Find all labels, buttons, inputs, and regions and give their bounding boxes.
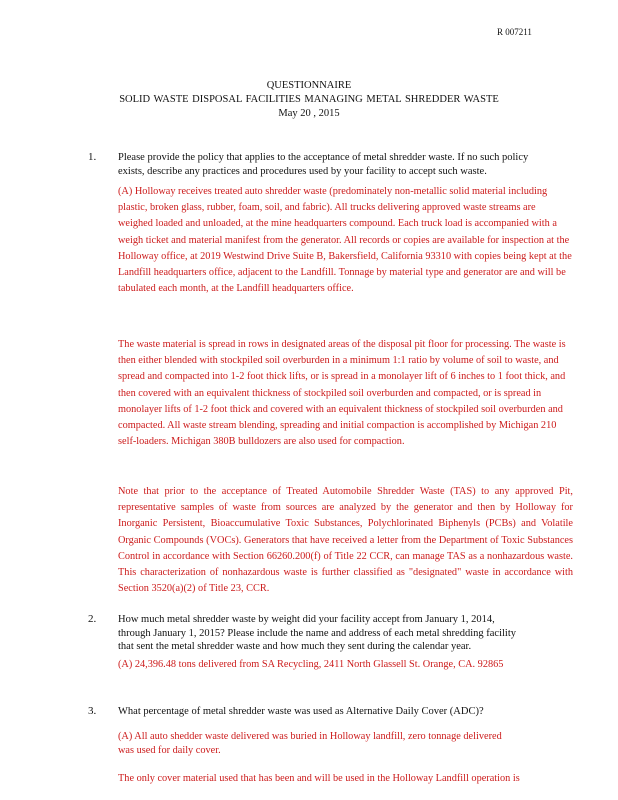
question-number-1: 1. <box>88 151 97 163</box>
question-1-answer-paragraph-2 <box>118 337 573 450</box>
question-2-line: How much metal shredder waste by weight did your facility accept from January 1, 2014, <box>118 614 495 625</box>
question-1-answer-paragraph-1 <box>118 184 573 297</box>
answer-text: (A) 24,396.48 tons delivered from SA Recycling, 2411 North Glassell St. Orange, CA. 92865 <box>118 659 504 670</box>
question-3-answer-continued <box>118 771 573 787</box>
question-2-line: through January 1, 2015? Please include the name and address of each metal shredding facility <box>118 627 516 639</box>
question-2-line: that sent the metal shredder waste and how much they sent during the calendar year. <box>118 641 472 652</box>
document-title: QUESTIONNAIRE <box>266 80 352 91</box>
answer-text: The waste material is spread in rows in designated areas of the disposal pit floor for processing. The waste is then either blended with stockpiled soil overburden in a minimum 1:1 ratio by volume of soil to waste, and spread and compacted into 1-2 foot thick lifts, or is spread in a monolayer lift of 6 inches to 1 foot thick, and then covered with an equivalent thickness of stockpiled soil overburden and compacted, or is spread in monolayer lifts of 1-2 foot thick and covered with an equivalent thickness of stockpiled soil overburden and compacted. All waste stream blending, spreading and initial compaction is accomplished by Michigan 210 self-loaders. Michigan 380B bulldozers are also used for compaction. <box>118 339 566 448</box>
document-reference-number: R 007211 <box>497 27 532 37</box>
answer-text: The only cover material used that has been and will be used in the Holloway Landfill operation is <box>118 773 520 784</box>
answer-text: Note that prior to the acceptance of Treated Automobile Shredder Waste (TAS) to any approved Pit, representative samples of waste from sources are analyzed by the generator and then by Holloway for Inorganic Persistent, Bioaccumulative Toxic Substances, Polychlorinated Biphenyls (PCBs) and Volatile Organic Compounds (VOCs). Generators that have received a letter from the Department of Toxic Substances Control in accordance with Section 66260.200(f) of Title 22 CCR, can manage TAS as a nonhazardous waste. This characterization of nonhazardous waste is further classified as "designated" waste in accordance with Section 3520(a)(2) of Title 23, CCR. <box>118 486 573 595</box>
question-number-2: 2. <box>88 613 97 625</box>
question-1-text <box>118 151 528 178</box>
question-2-text <box>118 613 516 654</box>
question-1-answer-paragraph-3 <box>118 484 573 599</box>
answer-text: (A) Holloway receives treated auto shredder waste (predominately non-metallic solid material including plastic, broken glass, rubber, foam, soil, and fabric). All trucks delivering approved waste streams are weighed loaded and unloaded, at the mine headquarters compound. Each truck load is accompanied with a weigh ticket and material manifest from the generator. All records or copies are available for inspection at the Holloway office, at 2019 Westwind Drive Suite B, Bakersfield, California 93310 with copies being kept at the Landfill headquarters office, adjacent to the Landfill. Tonnage by material type and generator are and will be tabulated each month, at the Landfill headquarters office. <box>118 186 572 295</box>
question-1-line: exists, describe any practices and procedures used by your facility to accept such waste. <box>118 165 487 177</box>
question-3-text <box>118 705 484 719</box>
answer-text: (A) All auto shedder waste delivered was buried in Holloway landfill, zero tonnage delivered <box>118 731 502 742</box>
answer-text: was used for daily cover. <box>118 745 221 756</box>
question-1-line: Please provide the policy that applies to the acceptance of metal shredder waste. If no such policy <box>118 152 529 163</box>
document-subtitle: SOLID WASTE DISPOSAL FACILITIES MANAGING METAL SHREDDER WASTE <box>119 94 499 105</box>
question-3-line: What percentage of metal shredder waste was used as Alternative Daily Cover (ADC)? <box>118 706 484 717</box>
document-date: May 20 , 2015 <box>278 108 340 119</box>
question-number-3: 3. <box>88 705 97 717</box>
question-2-answer <box>118 657 573 673</box>
question-3-answer <box>118 730 573 758</box>
